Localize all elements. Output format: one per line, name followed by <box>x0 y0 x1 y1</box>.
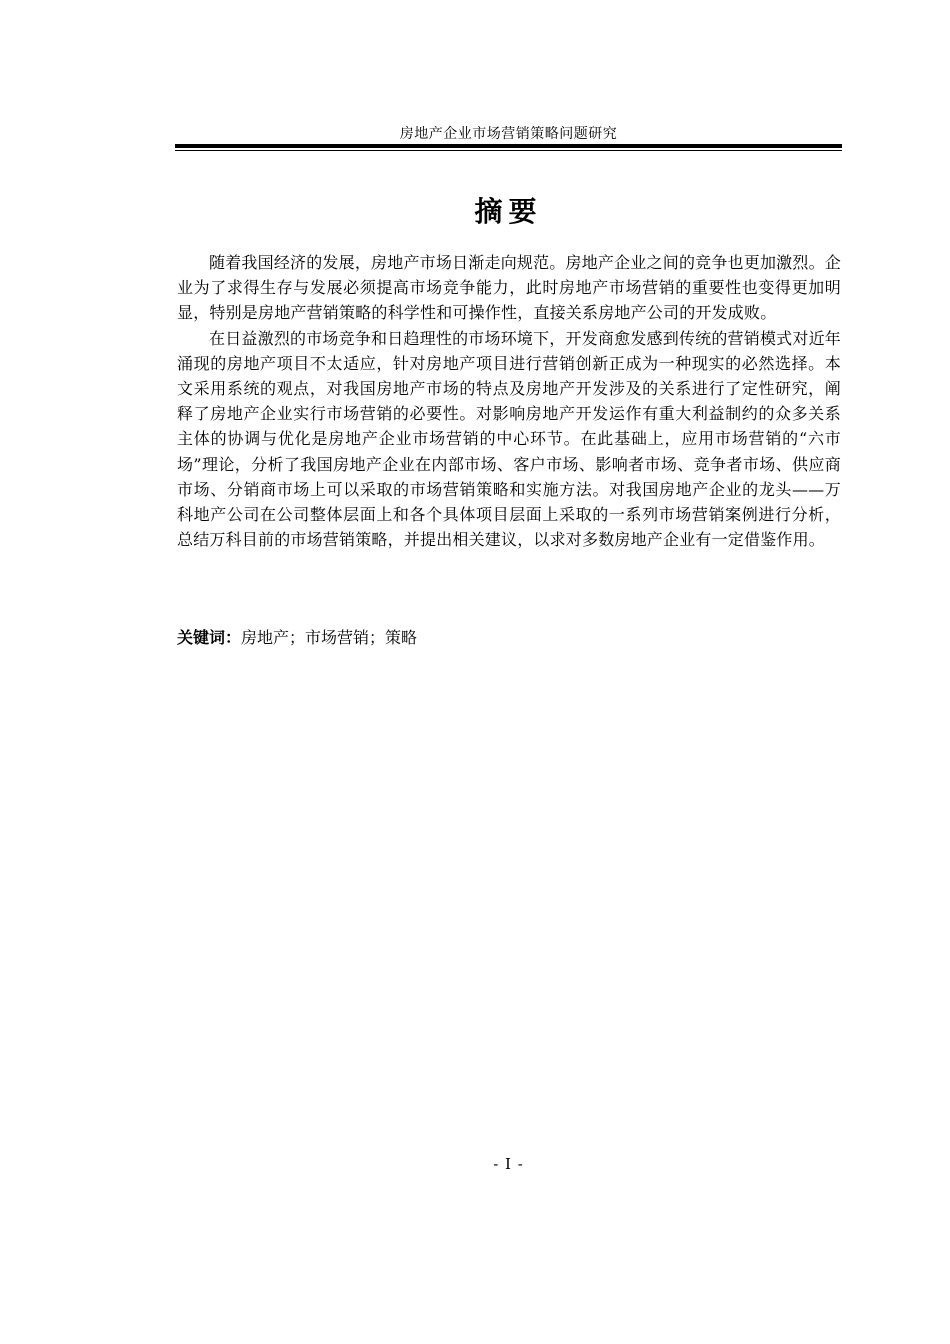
abstract-body <box>177 250 841 552</box>
abstract-paragraph-1: 随着我国经济的发展，房地产市场日渐走向规范。房地产企业之间的竞争也更加激烈。企业为了求得生存与发展必须提高市场竞争能力，此时房地产市场营销的重要性也变得更加明显，特别是房地产营销策略的科学性和可操作性，直接关系房地产公司的开发成败。 <box>177 253 841 323</box>
page-number: - I - <box>493 1155 524 1173</box>
abstract-title: 摘要 <box>474 195 543 228</box>
keywords-value: 房地产；市场营销；策略 <box>241 628 418 647</box>
running-header-title: 房地产企业市场营销策略问题研究 <box>399 126 618 142</box>
abstract-paragraph-2: 在日益激烈的市场竞争和日趋理性的市场环境下，开发商愈发感到传统的营销模式对近年涌现的房地产项目不太适应，针对房地产项目进行营销创新正成为一种现实的必然选择。本文采用系统的观点，对我国房地产市场的特点及房地产开发涉及的关系进行了定性研究，阐释了房地产企业实行市场营销的必要性。对影响房地产开发运作有重大利益制约的众多关系主体的协调与优化是房地产企业市场营销的中心环节。在此基础上，应用市场营销的“六市场”理论，分析了我国房地产企业在内部市场、客户市场、影响者市场、竞争者市场、供应商市场、分销商市场上可以采取的市场营销策略和实施方法。对我国房地产企业的龙头——万科地产公司在公司整体层面上和各个具体项目层面上采取的一系列市场营销案例进行分析，总结万科目前的市场营销策略，并提出相关建议，以求对多数房地产企业有一定借鉴作用。 <box>177 328 841 550</box>
header-rule-thick <box>175 144 842 148</box>
keywords-label: 关键词： <box>177 628 242 647</box>
header-rule-thin <box>175 150 842 151</box>
keywords-line <box>177 626 841 650</box>
